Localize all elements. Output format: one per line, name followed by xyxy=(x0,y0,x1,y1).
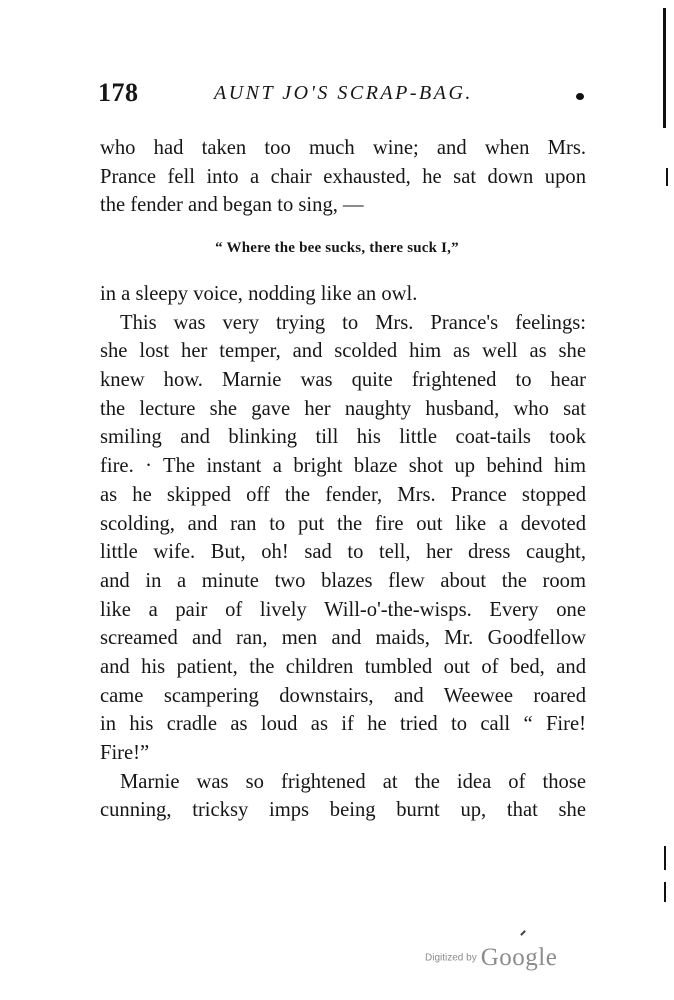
page-number: 178 xyxy=(98,78,139,107)
scan-margin-mark xyxy=(666,168,668,186)
page-header xyxy=(98,78,586,112)
text-line: in a sleepy voice, nodding like an owl. xyxy=(100,283,418,305)
paragraph-top xyxy=(100,134,586,220)
text-line: like a pair of lively Will-o'-the-wisps. Every one xyxy=(100,598,586,621)
text-line: cunning, tricksy imps being burnt up, that she xyxy=(100,799,586,822)
pencil-mark xyxy=(520,930,526,936)
text-line: as he skipped off the fender, Mrs. Prance stopped xyxy=(100,483,586,506)
text-line: smiling and blinking till his little coat-tails took xyxy=(100,426,586,449)
text-line: screamed and ran, men and maids, Mr. Goodfellow xyxy=(100,627,586,650)
digitized-watermark xyxy=(425,944,557,972)
scan-margin-mark xyxy=(664,846,666,870)
text-line: This was very trying to Mrs. Prance's feelings: xyxy=(120,311,586,334)
text-line: and his patient, the children tumbled out of bed, and xyxy=(100,655,586,678)
text-line: the lecture she gave her naughty husband, who sat xyxy=(100,397,586,420)
text-line: she lost her temper, and scolded him as well as she xyxy=(100,340,586,363)
text-line: who had taken too much wine; and when Mrs. xyxy=(100,137,586,159)
watermark-brand: Google xyxy=(480,944,558,971)
text-line: and in a minute two blazes flew about the room xyxy=(100,569,586,592)
running-title: AUNT JO'S SCRAP-BAG. xyxy=(214,82,473,104)
watermark-prefix: Digitized by xyxy=(425,952,477,964)
text-line: little wife. But, oh! sad to tell, her dress caught, xyxy=(100,541,586,564)
text-line: in his cradle as loud as if he tried to call “ Fire! xyxy=(100,713,586,736)
header-dot-ornament xyxy=(576,93,584,100)
verse-quote: “ Where the bee sucks, there suck I,” xyxy=(215,240,459,256)
text-line: came scampering downstairs, and Weewee roared xyxy=(100,684,586,707)
text-line: knew how. Marnie was quite frightened to hear xyxy=(100,369,586,392)
text-line: Marnie was so frightened at the idea of those xyxy=(120,770,586,793)
paragraphs-main xyxy=(100,280,586,825)
text-line: Fire!” xyxy=(100,742,150,764)
scan-margin-mark xyxy=(664,882,666,902)
text-line: Prance fell into a chair exhausted, he sat down upon xyxy=(100,165,586,188)
text-line: scolding, and ran to put the fire out like a devoted xyxy=(100,512,586,535)
text-line: the fender and began to sing, — xyxy=(100,194,364,217)
scan-margin-mark xyxy=(663,8,666,128)
text-line: fire. · The instant a bright blaze shot up behind him xyxy=(100,455,586,478)
